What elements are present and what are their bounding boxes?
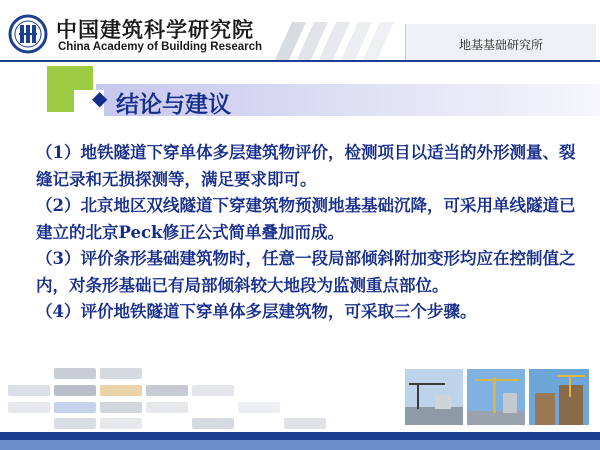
organization-name-en: China Academy of Building Research: [58, 41, 263, 53]
conclusion-item-1: （1）地铁隧道下穿单体多层建筑物评价，检测项目以适当的外形测量、裂缝记录和无损探测等，满足要求即可。: [36, 143, 576, 189]
conclusion-item-3: （3）评价条形基础建筑物时，任意一段局部倾斜附加变形均应在控制值之内，对条形基础已有局部倾斜较大地段为监测重点部位。: [36, 249, 576, 295]
building-site-photo: [528, 368, 590, 426]
cabr-logo-icon: [8, 14, 48, 54]
conclusion-item-4: （4）评价地铁隧道下穿单体多层建筑物，可采取三个步骤。: [36, 302, 477, 321]
department-label: 地基基础研究所: [458, 38, 543, 52]
conclusion-item-2: （2）北京地区双线隧道下穿建筑物预测地基基础沉降，可采用单线隧道已建立的北京Peck修正公式简单叠加而成。: [36, 196, 576, 242]
footer-bar: [0, 432, 600, 440]
organization-name-cn: 中国建筑科学研究院: [56, 17, 254, 42]
construction-crane-photo: [404, 368, 464, 426]
slide-title: 结论与建议: [116, 91, 231, 118]
crane-tower-photo: [466, 368, 526, 426]
department-box: [405, 24, 596, 62]
header-divider: [0, 60, 600, 62]
header-stripes: [270, 22, 410, 62]
conclusion-list: [36, 140, 584, 326]
decorative-tile-grid: [0, 363, 360, 435]
diamond-bullet-icon: ◆: [92, 86, 108, 110]
footer-bar-light: [0, 440, 600, 450]
